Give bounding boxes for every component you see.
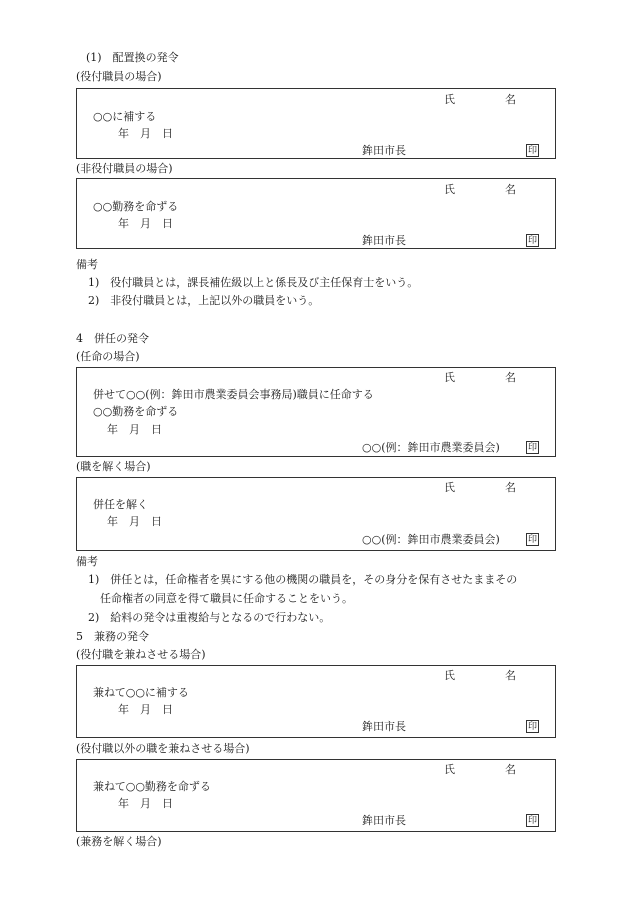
box-caption: (職を解く場合): [76, 460, 151, 473]
notes-heading: 備考: [76, 555, 98, 568]
name-label-shi: 氏: [444, 371, 455, 384]
signer: 鉾田市長: [362, 234, 406, 247]
date-line: 年 月 日: [118, 703, 173, 716]
name-label-mei: 名: [505, 183, 516, 196]
note-item: 2) 非役付職員とは，上記以外の職員をいう。: [88, 294, 320, 307]
box-caption: (兼務を解く場合): [76, 835, 162, 848]
name-label-shi: 氏: [444, 93, 455, 106]
box-caption: (役付職以外の職を兼ねさせる場合): [76, 742, 250, 755]
name-label-mei: 名: [505, 371, 516, 384]
section-title-additional-duty: 5 兼務の発令: [76, 630, 149, 643]
order-form-box: [76, 759, 556, 832]
name-label-mei: 名: [505, 93, 516, 106]
box-caption: (任命の場合): [76, 350, 140, 363]
name-label-shi: 氏: [444, 183, 455, 196]
signer: ○○(例：鉾田市農業委員会): [362, 441, 500, 454]
order-form-box: [76, 367, 556, 457]
name-label-shi: 氏: [444, 669, 455, 682]
name-label-mei: 名: [505, 481, 516, 494]
seal-mark: 印: [527, 443, 537, 453]
order-text: ○○に補する: [93, 110, 157, 123]
name-label-shi: 氏: [444, 481, 455, 494]
box-caption: (役付職員の場合): [76, 70, 162, 83]
order-text: ○○勤務を命ずる: [93, 200, 179, 213]
signer: ○○(例：鉾田市農業委員会): [362, 533, 500, 546]
order-text: ○○勤務を命ずる: [93, 405, 179, 418]
signer: 鉾田市長: [362, 144, 406, 157]
date-line: 年 月 日: [118, 217, 173, 230]
box-caption: (役付職を兼ねさせる場合): [76, 648, 206, 661]
signer: 鉾田市長: [362, 720, 406, 733]
order-form-box: [76, 477, 556, 551]
section-title-reassignment: (1) 配置換の発令: [86, 51, 179, 64]
order-text: 兼ねて○○勤務を命ずる: [93, 780, 211, 793]
date-line: 年 月 日: [107, 423, 162, 436]
note-item-continuation: 任命権者の同意を得て職員に任命することをいう。: [100, 592, 353, 605]
seal-mark: 印: [527, 146, 537, 156]
box-caption: (非役付職員の場合): [76, 162, 173, 175]
order-text: 兼ねて○○に補する: [93, 686, 189, 699]
seal-mark: 印: [527, 816, 537, 826]
signer: 鉾田市長: [362, 814, 406, 827]
note-item: 2) 給料の発令は重複給与となるので行わない。: [88, 611, 331, 624]
date-line: 年 月 日: [107, 515, 162, 528]
section-title-concurrent: 4 併任の発令: [76, 332, 149, 345]
order-text: 併せて○○(例：鉾田市農業委員会事務局)職員に任命する: [93, 388, 374, 401]
order-form-box: [76, 178, 556, 249]
note-item: 1) 併任とは，任命権者を異にする他の機関の職員を，その身分を保有させたままその: [88, 573, 518, 586]
order-form-box: [76, 88, 556, 159]
note-item: 1) 役付職員とは，課長補佐級以上と係長及び主任保育士をいう。: [88, 276, 419, 289]
name-label-shi: 氏: [444, 763, 455, 776]
seal-mark: 印: [527, 722, 537, 732]
name-label-mei: 名: [505, 669, 516, 682]
order-form-box: [76, 665, 556, 738]
seal-mark: 印: [527, 535, 537, 545]
name-label-mei: 名: [505, 763, 516, 776]
date-line: 年 月 日: [118, 127, 173, 140]
date-line: 年 月 日: [118, 797, 173, 810]
seal-mark: 印: [527, 236, 537, 246]
order-text: 併任を解く: [93, 498, 148, 511]
notes-heading: 備考: [76, 258, 98, 271]
